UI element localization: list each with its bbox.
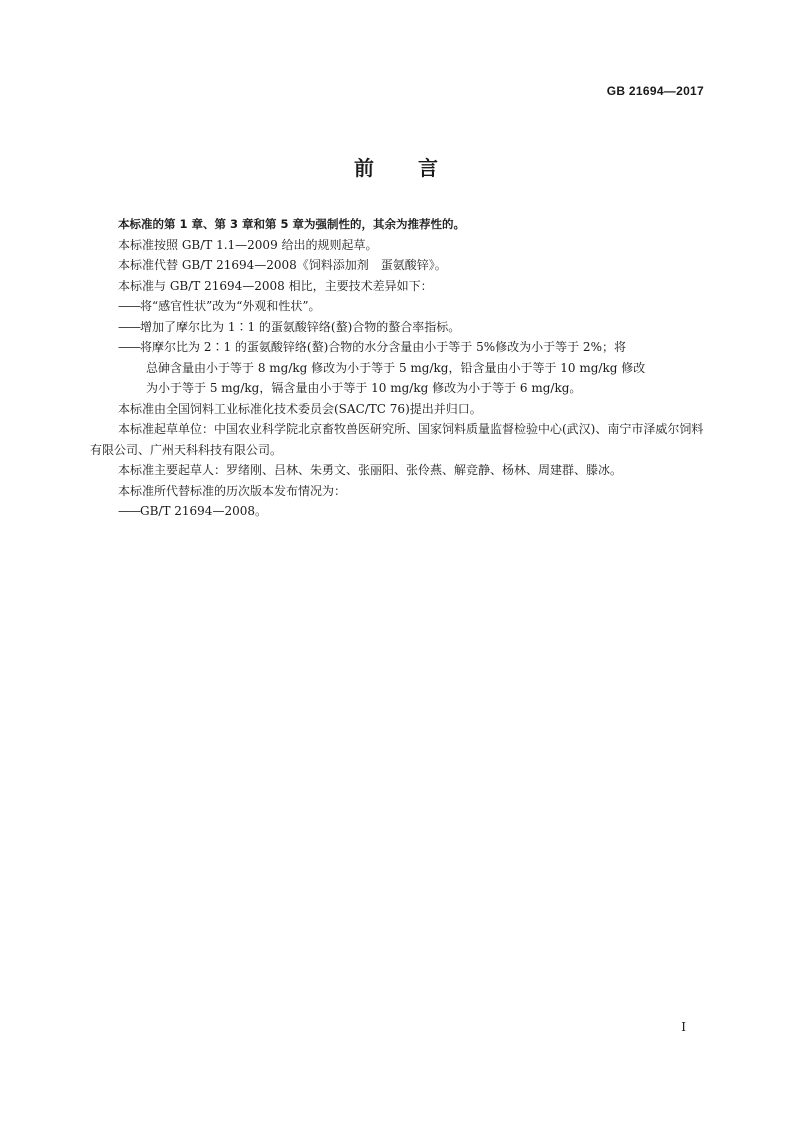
list-item-text-line-1: 将摩尔比为 2∶1 的蛋氨酸锌络(螯)合物的水分含量由小于等于 5%修改为小于等于 2%；将 (140, 340, 626, 354)
paragraph-mandatory-clauses: 本标准的第 1 章、第 3 章和第 5 章为强制性的，其余为推荐性的。 (118, 217, 466, 231)
paragraph-drafters: 本标准主要起草人：罗绪刚、吕林、朱勇文、张丽阳、张伶燕、解竞静、杨林、周建群、滕冰。 (118, 463, 623, 477)
title-char-1: 前 (354, 156, 376, 180)
list-item-difference-3 (90, 337, 704, 358)
title-char-2: 言 (418, 156, 440, 180)
paragraph-proposed-by: 本标准由全国饲料工业标准化技术委员会(SAC/TC 76)提出并归口。 (118, 401, 482, 416)
standard-code: GB 21694—2017 (606, 84, 704, 98)
list-dash: —— (118, 504, 140, 518)
list-item-previous-edition (90, 501, 704, 522)
list-item-text-line-2: 总砷含量由小于等于 8 mg/kg 修改为小于等于 5 mg/kg，铅含量由小于等于 10 mg/kg 修改 (146, 360, 646, 375)
list-item-difference-1 (90, 296, 704, 317)
list-dash: —— (118, 299, 140, 313)
list-item-text: 将“感官性状”改为“外观和性状”。 (140, 299, 321, 313)
paragraph-replaces: 本标准代替 GB/T 21694—2008《饲料添加剂 蛋氨酸锌》。 (118, 258, 447, 272)
list-item-text: 增加了摩尔比为 1∶1 的蛋氨酸锌络(螯)合物的螯合率指标。 (140, 319, 461, 334)
page-title (0, 152, 794, 181)
list-dash: —— (118, 319, 140, 334)
list-item-difference-2 (90, 317, 704, 338)
list-item-text-line-3: 为小于等于 5 mg/kg，镉含量由小于等于 10 mg/kg 修改为小于等于 6 mg/kg。 (146, 381, 582, 395)
paragraph-drafting-units: 本标准起草单位：中国农业科学院北京畜牧兽医研究所、国家饲料质量监督检验中心(武汉)、南宁市泽威尔饲料有限公司、广州天科科技有限公司。 (90, 422, 704, 457)
paragraph-differences-intro: 本标准与 GB/T 21694—2008 相比，主要技术差异如下： (118, 278, 433, 293)
foreword-body (90, 214, 704, 522)
list-item-text: GB/T 21694—2008。 (140, 504, 267, 518)
paragraph-previous-editions: 本标准所代替标准的历次版本发布情况为： (118, 483, 347, 498)
paragraph-drafting-rules: 本标准按照 GB/T 1.1—2009 给出的规则起草。 (118, 237, 378, 252)
list-dash: —— (118, 340, 140, 354)
page-number: I (681, 1020, 686, 1034)
